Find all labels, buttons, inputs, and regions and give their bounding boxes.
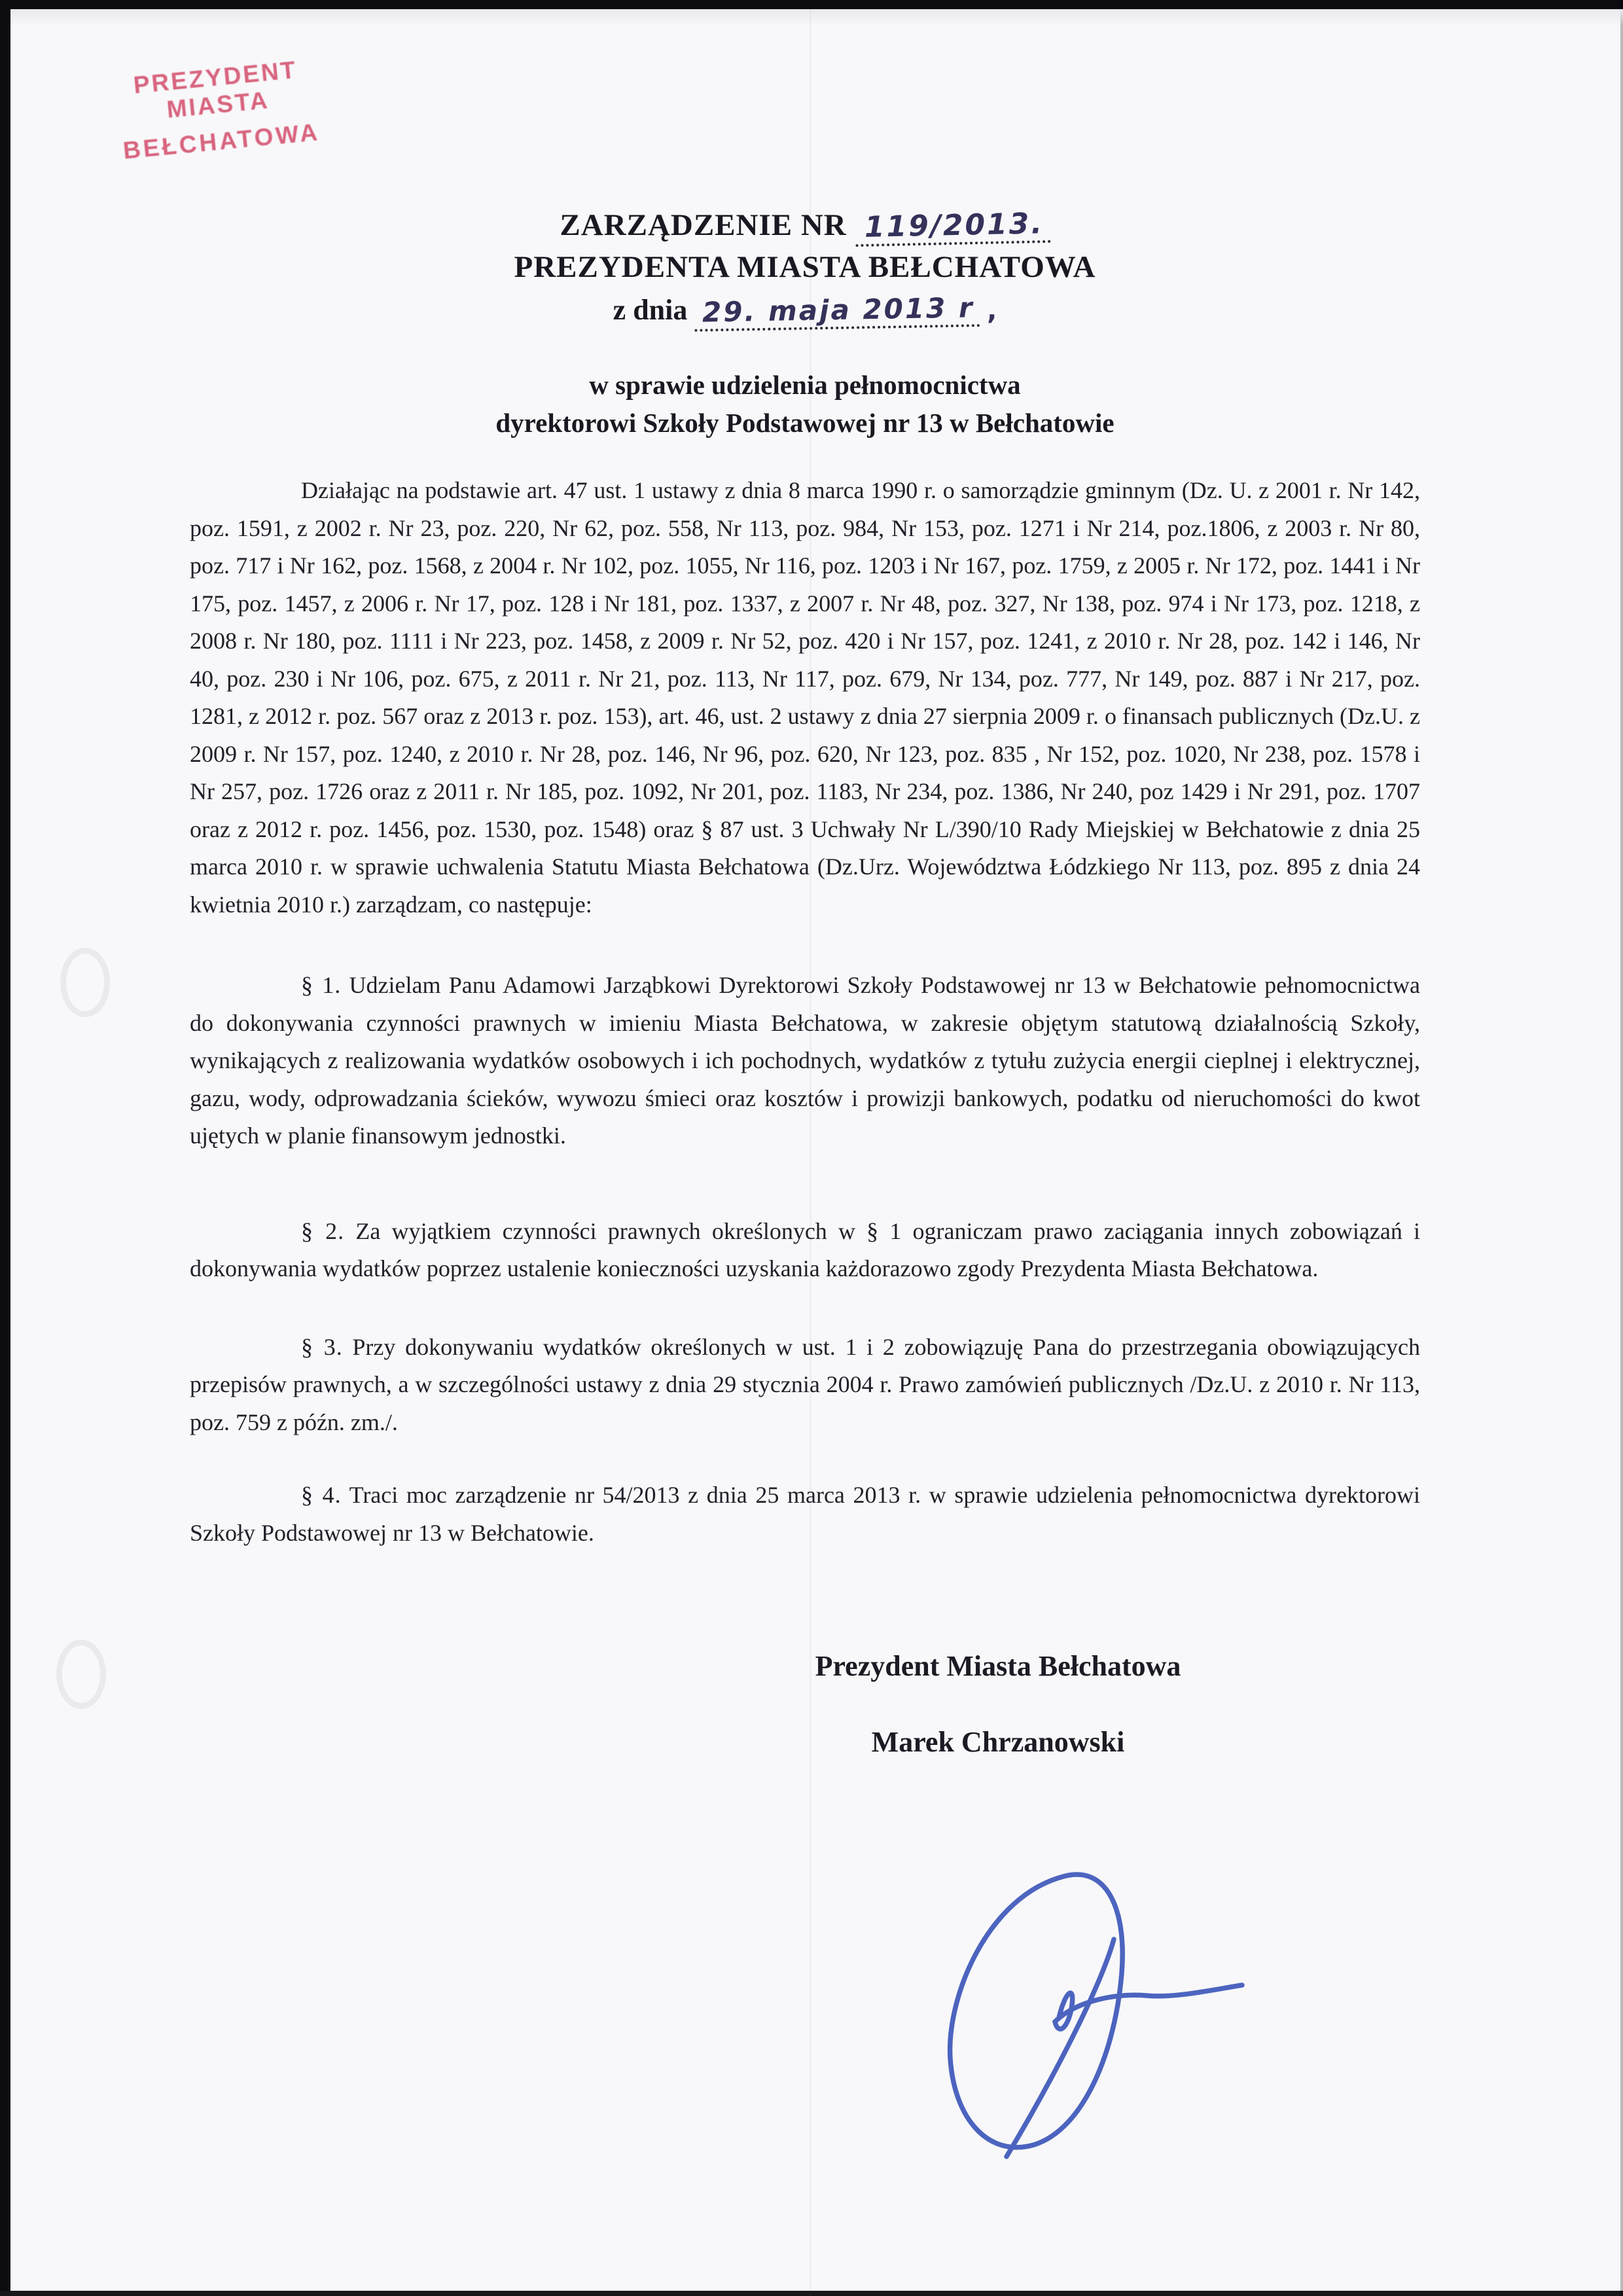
scan-edge-bottom: [0, 2291, 1623, 2296]
signature-diagonal-stroke: [1007, 1939, 1114, 2157]
scan-edge-right: [1620, 0, 1623, 2296]
legal-basis-paragraph: Działając na podstawie art. 47 ust. 1 ustawy z dnia 8 marca 1990 r. o samorządzie gminnym (Dz. U. z 2001 r. Nr 142, poz. 1591, z 2002 r. Nr 23, poz. 220, Nr 62, poz. 558, Nr 113, poz. 984, Nr 153, poz. 1271 i Nr 214, poz.1806, z 2003 r. Nr 80, poz. 717 i Nr 162, poz. 1568, z 2004 r. Nr 102, poz. 1055, Nr 116, poz. 1203 i Nr 167, poz. 1759, z 2005 r. Nr 172, poz. 1441 i Nr 175, poz. 1457, z 2006 r. Nr 17, poz. 128 i Nr 181, poz. 1337, z 2007 r. Nr 48, poz. 327, Nr 138, poz. 974 i Nr 173, poz. 1218, z 2008 r. Nr 180, poz. 1111 i Nr 223, poz. 1458, z 2009 r. Nr 52, poz. 420 i Nr 157, poz. 1241, z 2010 r. Nr 28, poz. 142 i 146, Nr 40, poz. 230 i Nr 106, poz. 675, z 2011 r. Nr 21, poz. 113, Nr 117, poz. 679, Nr 134, poz. 777, Nr 149, poz. 887 i Nr 217, poz. 1281, z 2012 r. poz. 567 oraz z 2013 r. poz. 153), art. 46, ust. 2 ustawy z dnia 27 sierpnia 2009 r. o finansach publicznych (Dz.U. z 2009 r. Nr 157, poz. 1240, z 2010 r. Nr 28, poz. 146, Nr 96, poz. 620, Nr 123, poz. 835 , Nr 152, poz. 1020, Nr 238, poz. 1578 i Nr 257, poz. 1726 oraz z 2011 r. Nr 185, poz. 1092, Nr 201, poz. 1183, Nr 234, poz. 1386, Nr 240, poz 1429 i Nr 291, poz. 1707 oraz z 2012 r. poz. 1456, poz. 1530, poz. 1548) oraz § 87 ust. 3 Uchwały Nr L/390/10 Rady Miejskiej w Bełchatowie z dnia 25 marca 2010 r. w sprawie uchwalenia Statutu Miasta Bełchatowa (Dz.Urz. Województwa Łódzkiego Nr 113, poz. 895 z dnia 24 kwietnia 2010 r.) zarządzam, co następuje:: [190, 477, 1420, 918]
section-1-text: Udzielam Panu Adamowi Jarząbkowi Dyrektorowi Szkoły Podstawowej nr 13 w Bełchatowie pełnomocnictwa do dokonywania czynności prawnych w imieniu Miasta Bełchatowa, w zakresie objętym statutową działalnością Szkoły, wynikających z realizowania wydatków osobowych i ich pochodnych, wydatków z tytułu zużycia energii cieplnej i elektrycznej, gazu, wody, odprowadzania ścieków, wywozu śmieci oraz kosztów i prowizji bankowych, podatku od nieruchomości do kwot ujętych w planie finansowym jednostki.: [190, 972, 1421, 1149]
handwritten-signature-ink: [897, 1862, 1263, 2170]
date-pen-mark: ,: [987, 296, 997, 326]
section-4-label: § 4.: [301, 1482, 342, 1508]
section-1-label: § 1.: [301, 972, 342, 998]
date-line: [190, 289, 1420, 332]
document-title-block: [190, 204, 1420, 332]
signer-title: Prezydent Miasta Bełchatowa: [815, 1650, 1181, 1682]
scan-edge-left: [0, 0, 10, 2296]
order-label: ZARZĄDZENIE NR: [560, 208, 847, 242]
section-1-paragraph: [190, 967, 1420, 1155]
section-2-label: § 2.: [301, 1217, 345, 1244]
subject-line-1: w sprawie udzielenia pełnomocnictwa: [589, 370, 1021, 400]
subject-line-2: dyrektorowi Szkoły Podstawowej nr 13 w Bełchatowie: [495, 408, 1115, 438]
signature-tail-squiggle: [1055, 1985, 1242, 2029]
section-3-label: § 3.: [301, 1333, 343, 1360]
document-body: [190, 472, 1420, 1552]
hole-punch-mark: [56, 1640, 106, 1709]
issuing-authority: PREZYDENTA MIASTA BEŁCHATOWA: [514, 250, 1096, 284]
section-4-paragraph: [190, 1477, 1420, 1552]
section-3-paragraph: [190, 1329, 1420, 1442]
section-2-text: Za wyjątkiem czynności prawnych określonych w § 1 ograniczam prawo zaciągania innych zobowiązań i dokonywania wydatków poprzez ustalenie konieczności uzyskania każdorazowo zgody Prezydenta Miasta Bełchatowa.: [190, 1217, 1420, 1282]
signature-loop: [950, 1874, 1123, 2147]
subject-block: [190, 366, 1420, 442]
section-3-text: Przy dokonywaniu wydatków określonych w ust. 1 i 2 zobowiązuję Pana do przestrzegania obowiązujących przepisów prawnych, a w szczególności ustawy z dnia 29 stycznia 2004 r. Prawo zamówień publicznych /Dz.U. z 2010 r. Nr 113, poz. 759 z późn. zm./.: [190, 1333, 1421, 1435]
order-number-handwritten: 119/2013.: [855, 209, 1050, 247]
hole-punch-mark: [60, 948, 110, 1017]
date-handwritten: 29. maja 2013 r: [694, 293, 980, 332]
document-content: [190, 0, 1420, 1759]
signer-name: Marek Chrzanowski: [871, 1726, 1125, 1758]
order-number-line: [190, 204, 1420, 246]
section-4-text: Traci moc zarządzenie nr 54/2013 z dnia 25 marca 2013 r. w sprawie udzielenia pełnomocnictwa dyrektorowi Szkoły Podstawowej nr 13 w Bełchatowie.: [190, 1482, 1420, 1546]
date-label: z dnia: [613, 294, 688, 326]
signature-block: [782, 1650, 1214, 1759]
stamp-line-2: BEŁCHATOWA: [122, 118, 321, 164]
stamp-line-1: PREZYDENT MIASTA: [132, 56, 298, 124]
section-2-paragraph: [190, 1213, 1420, 1288]
